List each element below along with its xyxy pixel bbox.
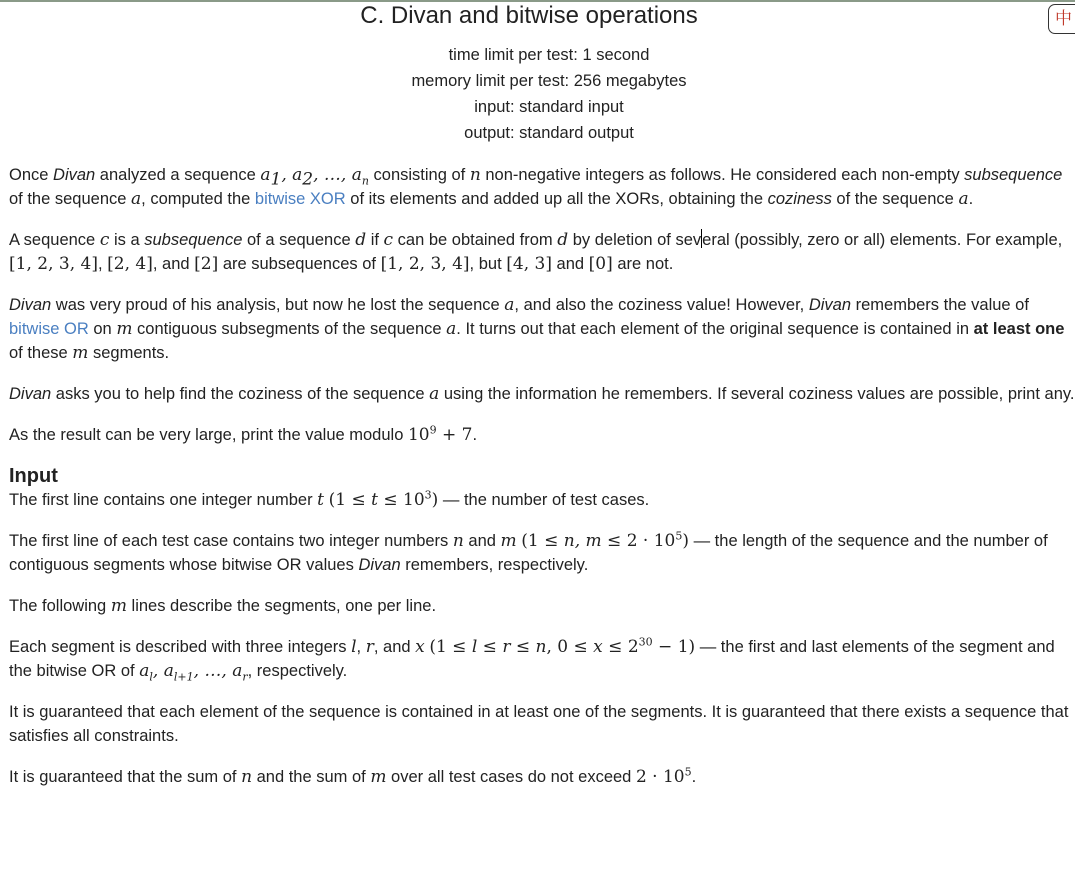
- statement-paragraph-3: Divan was very proud of his analysis, but now he lost the sequence a, and also the coziness value! However, Divan remembers the value of bitwise OR on m contiguous subsegments of the sequence a. It turns out that each element of the original sequence is contained in at least one of these m segments.: [9, 295, 1065, 363]
- input-paragraph-1: The first line contains one integer number t $(1 \le t \le 10^3)$ — the number of test cases.: [9, 488, 650, 510]
- input-section-title: Input: [9, 465, 58, 487]
- statement-paragraph-5: As the result can be very large, print the value modulo $10^9 + 7$.: [9, 423, 478, 445]
- input-paragraph-5: It is guaranteed that each element of the sequence is contained in at least one of the segments. It is guaranteed that there exists a sequence that satisfies all constraints.: [9, 703, 1069, 745]
- statement-paragraph-4: Divan asks you to help find the coziness of the sequence a using the information he remembers. If several coziness values are possible, print any.: [9, 384, 1075, 404]
- statement-paragraph-1: Once Divan analyzed a sequence $a_1$, $a_2$, …, $a_n$ consisting of n non-negative integers as follows. He considered each non-empty subsequence of the sequence a, computed the bitwise XOR of its elements and added up all the XORs, obtaining the coziness of the sequence a.: [9, 165, 1063, 209]
- problem-statement: [9, 163, 1075, 806]
- input-paragraph-4: Each segment is described with three integers l, r, and x (1 ≤ l ≤ r ≤ n, $0 \le x \le 2^{30} - 1$) — the first and last elements of the segment and the bitwise OR of $a_l$, $a_{l+1}$, …, $a_r$, respectively.: [9, 635, 1055, 684]
- term-subsequence: subsequence: [964, 166, 1063, 184]
- input-section: [9, 464, 1075, 789]
- bitwise-or-link[interactable]: bitwise OR: [9, 320, 89, 338]
- input-paragraph-6: It is guaranteed that the sum of n and the sum of m over all test cases do not exceed $2 \cdot 10^5$.: [9, 765, 697, 787]
- math-sequence: $a_1$, $a_2$, …, $a_n$: [260, 165, 369, 190]
- term-coziness: coziness: [767, 190, 832, 208]
- input-paragraph-2: The first line of each test case contains two integer numbers n and m (1 ≤ n, $m \le 2 \cdot 10^5$) — the length of the sequence and the number of contiguous segments whose bitwise OR values Divan remembers, respectively.: [9, 529, 1048, 574]
- problem-limits: [0, 42, 1075, 146]
- input-spec: input: standard input: [474, 98, 624, 116]
- problem-title: C. Divan and bitwise operations: [360, 2, 698, 29]
- name-divan: Divan: [53, 166, 96, 184]
- chinese-language-icon: 中: [1055, 9, 1072, 29]
- output-spec: output: standard output: [464, 124, 634, 142]
- bitwise-xor-link[interactable]: bitwise XOR: [254, 190, 346, 208]
- input-paragraph-3: The following m lines describe the segments, one per line.: [9, 596, 437, 616]
- time-limit: time limit per test: 1 second: [448, 46, 650, 64]
- statement-paragraph-2: A sequence c is a subsequence of a sequence d if c can be obtained from d by deletion of several (possibly, zero or all) elements. For example, [1, 2, 3, 4], [2, 4], and [2] are subsequences of [1, 2, 3, 4], but [4, 3] and [0] are not.: [9, 230, 1063, 274]
- memory-limit: memory limit per test: 256 megabytes: [411, 72, 687, 90]
